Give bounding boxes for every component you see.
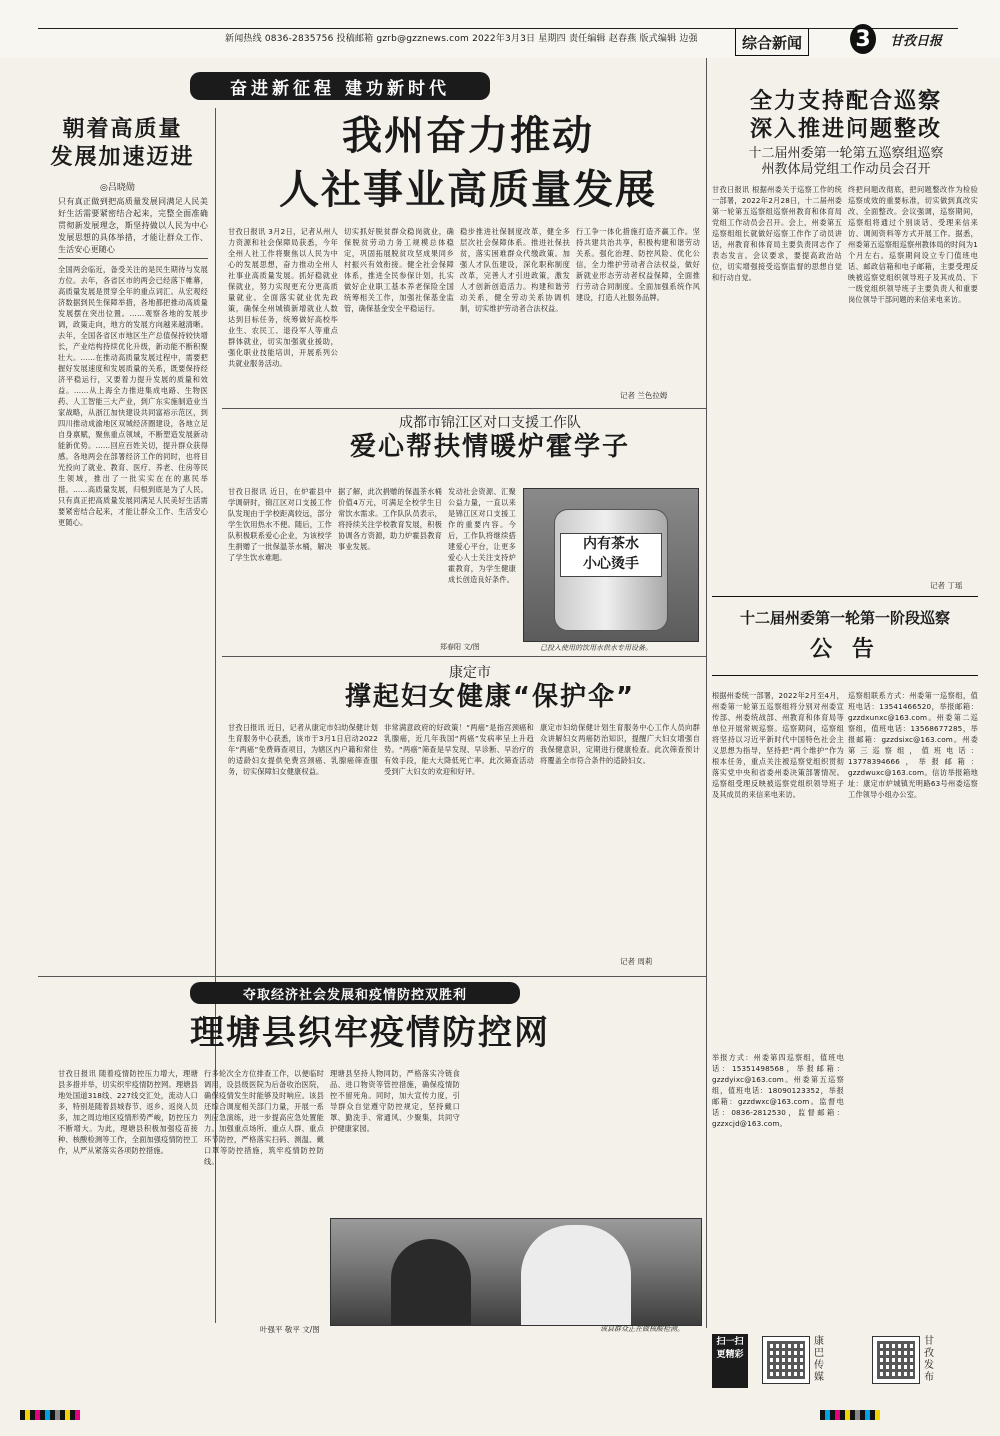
teapot-photo [523, 488, 699, 642]
tank-label-line2: 小心烫手 [583, 556, 639, 572]
section-label: 综合新闻 [735, 28, 809, 56]
inspection-title-line2: 深入推进问题整改 [749, 117, 942, 142]
charity-body-col2: 据了解，此次捐赠的保温茶水桶价值4万元，可满足全校学生日常饮水需求。工作队队员表示，将持续关注学校教育发展，积极协调各方资源，助力炉霍县教育事业发展。 [338, 487, 442, 551]
notice-body-col2: 巡察组联系方式：州委第一巡察组，值班电话：13541466520，举报邮箱：gzzdxunxc@163.com。州委第二巡察组，值班电话：13568677285，举报邮箱：gzzdsixc@163.com。州委第三巡察组，值班电话：13778394666，举报邮箱：gzzdwuxc@163.com。信访举报箱地址：康定市炉城镇光明路63号州委巡察工作领导小组办公室。 [848, 691, 978, 799]
inspection-subtitle-line1: 十二届州委第一轮第五巡察组巡察 [748, 146, 944, 161]
charity-photo-caption: 已投入使用的饮用水供水专用设备。 [540, 644, 652, 652]
masthead-strip [0, 0, 1000, 58]
header-info: 新闻热线 0836-2835756 投稿邮箱 gzrb@gzznews.com 2022年3月3日 星期四 责任编辑 赵春燕 版式编辑 边强 [225, 34, 698, 44]
main-body-col1: 甘孜日报讯 3月2日，记者从州人力资源和社会保障局获悉，今年全州人社工作将聚焦以人民为中心的发展思想，奋力推动全州人社事业高质量发展。抓好稳就业保就业，努力实现更充分更高质量就业。全面落实就业优先政策，确保全州城镇新增就业人数达到目标任务，统筹做好高校毕业生、农民工、退役军人等重点群体就业，切实加强就业援助，强化职业技能培训，开展系列公共就业服务活动。 [228, 227, 338, 368]
health-body-col3: 康定市妇幼保健计划生育服务中心工作人员向群众讲解妇女两癌防治知识，提醒广大妇女增强自我保健意识，定期进行健康检查。此次筛查预计将覆盖全市符合条件的适龄妇女。 [540, 723, 700, 765]
feature-body: 全国两会临近，备受关注的是民生期待与发展方位。去年，各省区市的两会已经落下帷幕，高质量发展是贯穿全年的重点词汇。从宏观经济数据到民生保障举措，各地都把推动高质量发展摆在突出位置。……观察各地的发展步调，政策走向，地方的发展方向越来越清晰。去年，全国各省区市地区生产总值保持较快增长，产业结构持续优化升级，新动能不断积聚壮大。……在推动高质量发展过程中，需要把握好发展速度和发展质量的关系，既要保持经济平稳运行，又要着力提升发展的质量和效益。……从上海全力推进集成电路、生物医药、人工智能三大产业，到广东实施制造业当家战略，从浙江加快建设共同富裕示范区，到四川推动成渝地区双城经济圈建设，各地立足自身禀赋，聚焦重点领域，不断塑造发展新动能新优势。……回应百姓关切，提升群众获得感。各地两会在部署经济工作的同时，也将目光投向了就业、教育、医疗、养老、住房等民生领域，推出了一批实实在在的惠民举措。……高质量发展，归根到底是为了人民。只有真正把高质量发展同满足人民美好生活需要紧密结合起来，才能让群众工作、生活安心更随心。 [58, 265, 208, 527]
health-reporter: 记者 周莉 [620, 957, 653, 966]
inspection-reporter: 记者 丁瑶 [930, 581, 963, 590]
page-number: 3 [850, 24, 876, 54]
medic-figure [521, 1225, 631, 1325]
tank-label-line1: 内有茶水 [583, 536, 639, 552]
color-registration-bar [820, 1410, 980, 1420]
bottom-reporter: 叶强平 敬平 文/图 [260, 1325, 320, 1334]
scan-label-text2: 更精彩 [716, 1350, 744, 1360]
feature-byline: ◎吕晓勋 [100, 183, 135, 193]
main-body-col4: 行工争一体化措施打造齐赢工作。坚持共建共治共享，积极构建和谐劳动关系。强化治理、防控风险、优化公信，全力维护劳动者合法权益，做好新就业形态劳动者权益保障，全面推行劳动合同制度。全面加强系统作风建设，打造人社服务品牌。 [576, 227, 700, 302]
inspection-body-col1: 甘孜日报讯 根据州委关于巡察工作的统一部署，2022年2月28日，十二届州委第一轮第五巡察组巡察州教育和体育局党组工作动员会召开。会上，州委第五巡察组组长就做好巡察工作作了动员讲话，州教育和体育局主要负责同志作了表态发言。会议要求，要提高政治站位，切实增强接受巡察监督的思想自觉和行动自觉。 [712, 185, 842, 282]
top-banner: 奋进新征程 建功新时代 [190, 72, 490, 100]
section-rule [38, 976, 706, 977]
health-title: 撑起妇女健康“保护伞” [344, 682, 636, 712]
health-body-col1: 甘孜日报讯 近日，记者从康定市妇幼保健计划生育服务中心获悉，该市于3月1日启动2022年“两癌”免费筛查项目，为辖区内户籍和常住的适龄妇女提供免费宫颈癌、乳腺癌筛查服务，切实保障妇女健康权益。 [228, 723, 378, 776]
section-rule [222, 656, 706, 657]
bottom-body-col3: 理塘县坚持人物同防，严格落实冷链食品、进口物资等管控措施，确保疫情防控不留死角。同时，加大宣传力度，引导群众自觉遵守防控规定，坚持戴口罩、勤洗手、常通风、少聚集，共同守护健康家园。 [330, 1069, 460, 1133]
header-rule [38, 28, 958, 29]
nucleic-test-photo [330, 1218, 702, 1326]
qr-code-ganzi[interactable] [872, 1336, 920, 1384]
health-body-col2: 非常满意政府的好政策！“两癌”是指宫颈癌和乳腺癌，近几年我国“两癌”发病率呈上升趋势。“两癌”筛查是早发现、早诊断、早治疗的有效手段，能大大降低死亡率。此次筛查活动受到广大妇女的欢迎和好评。 [384, 723, 534, 776]
notice-body-col1: 根据州委统一部署，2022年2月至4月，州委第一轮第五巡察组将分别对州委宣传部、州委统战部、州教育和体育局等单位开展常规巡察。巡察期间，巡察组将坚持以习近平新时代中国特色社会主义思想为指导，坚持把“两个维护”作为根本任务，重点关注被巡察党组织贯彻落实党中央和省委州委决策部署情况。巡察组受理反映被巡察党组织领导班子及其成员的来信来电来访。 [712, 691, 844, 799]
bottom-title: 理塘县织牢疫情防控网 [190, 1013, 550, 1053]
charity-body-col3: 发动社会资源、汇聚公益力量，一直以来是锦江区对口支援工作的重要内容。今后，工作队将继续搭建爱心平台，让更多爱心人士关注支持炉霍教育，为学生健康成长创造良好条件。 [448, 487, 516, 584]
charity-title: 爱心帮扶情暖炉霍学子 [349, 432, 630, 462]
health-kicker: 康定市 [449, 665, 491, 681]
main-body-col2: 切实抓好脱贫群众稳岗就业，确保脱贫劳动力务工规模总体稳定，巩固拓展脱贫攻坚成果同乡村振兴有效衔接。健全社会保障体系，推进全民参保计划，扎实做好企业职工基本养老保险全国统筹相关工作，加强社保基金监管，确保基金安全平稳运行。 [344, 227, 454, 313]
feature-title [40, 116, 205, 172]
section-rule [222, 408, 706, 409]
charity-reporter: 郑春阳 文/图 [440, 643, 480, 651]
scan-label [712, 1334, 748, 1388]
notice-title-line1: 十二届州委第一轮第一阶段巡察 [739, 609, 950, 627]
scan-label-text1: 扫一扫 [716, 1337, 744, 1347]
notice-body-col3: 举报方式：州委第四巡察组，值班电话：15351498568，举报邮箱：gzzdyixc@163.com。州委第五巡察组，值班电话：18090123352，举报邮箱：gzzdwxc@163.com。监督电话：0836-2812530，监督邮箱：gzzxcjd@163.com。 [712, 1053, 844, 1128]
resident-figure [391, 1239, 471, 1325]
main-title-line1: 我州奋力推动 [342, 113, 594, 159]
bottom-body-col2: 行多轮次全方位排查工作，以便临时调用，设县级医院为后备收治医院，确保疫情发生时能够及时响应。该县还综合调度相关部门力量，开展一系列应急演练，进一步提高应急处置能力。加强重点场所、重点人群、重点环节防控，严格落实扫码、测温、戴口罩等防控措施，筑牢疫情防控防线。 [204, 1069, 324, 1166]
inspection-title-line1: 全力支持配合巡察 [749, 89, 942, 114]
main-reporter: 记者 兰色拉姆 [620, 391, 668, 400]
charity-kicker: 成都市锦江区对口支援工作队 [399, 415, 581, 431]
feature-lead: 只有真正做到把高质量发展同满足人民美好生活需要紧密结合起来，完整全面准确贯彻新发展理念，斯坚持做以人民为中心发展思想的具体举措，才能让群众工作、生活安心更随心 [58, 197, 208, 254]
bottom-banner: 夺取经济社会发展和疫情防控双胜利 [190, 982, 520, 1004]
notice-title-line2: 公 告 [810, 637, 880, 662]
bottom-body-col1: 甘孜日报讯 随着疫情防控压力增大，理塘县多措并举，切实织牢疫情防控网。理塘县地处国道318线、227线交汇处，流动人口多，特别是随着县城春节、返乡、返岗人员多，加之周边地区疫情形势严峻，防控压力不断增大。为此，理塘县积极加强疫苗接种、核酸检测等工作，全面加强疫情防控工作，从严从紧落实各项防控措施。 [58, 1069, 198, 1155]
qr-label-kangba: 康巴传媒 [814, 1336, 824, 1383]
color-registration-bar [20, 1410, 180, 1420]
inspection-body-col2: 终把问题改彻底，把问题整改作为检验巡察成效的重要标准，切实做到真改实改、全面整改。会议强调，巡察期间，巡察组将通过个别谈话、受理来信来访、调阅资料等方式开展工作。据悉，州委第五巡察组巡察州教体局的时间为1个月左右。巡察期间设立专门值班电话、邮政信箱和电子邮箱，主要受理反映被巡察党组织领导班子及其成员、下一级党组织领导班子主要负责人和重要岗位领导干部问题的来信来电来访。 [848, 185, 978, 304]
tank-label [560, 533, 662, 577]
charity-body-col1: 甘孜日报讯 近日，在炉霍县中学调研时，锦江区对口支援工作队发现由于学校距离较远，部分学生饮用热水不便。随后，工作队积极联系爱心企业，为该校学生捐赠了一批保温茶水桶，解决了学生饮水难题。 [228, 487, 332, 562]
qr-code-kangba[interactable] [762, 1336, 810, 1384]
column-rule [706, 58, 707, 1328]
feature-lead-rule [58, 258, 208, 259]
feature-title-line1: 朝着高质量 [62, 117, 183, 142]
feature-title-line2: 发展加速迈进 [50, 145, 195, 170]
notice-header [712, 596, 978, 676]
inspection-subtitle-line2: 州教体局党组工作动员会召开 [761, 162, 931, 177]
main-body-col3: 稳步推进社保制度改革，健全多层次社会保障体系。推进社保扶贫，落实困难群众代缴政策。加强人才队伍建设，深化职称制度改革，完善人才引进政策，激发人才创新创造活力。构建和谐劳动关系，健全劳动关系协调机制，切实维护劳动者合法权益。 [460, 227, 570, 313]
main-title-line2: 人社事业高质量发展 [279, 167, 657, 213]
qr-label-ganzi: 甘孜发布 [924, 1336, 934, 1383]
newspaper-logo: 甘孜日报 [890, 34, 943, 49]
bottom-photo-caption: 该县群众正在做核酸检测。 [600, 1325, 684, 1333]
